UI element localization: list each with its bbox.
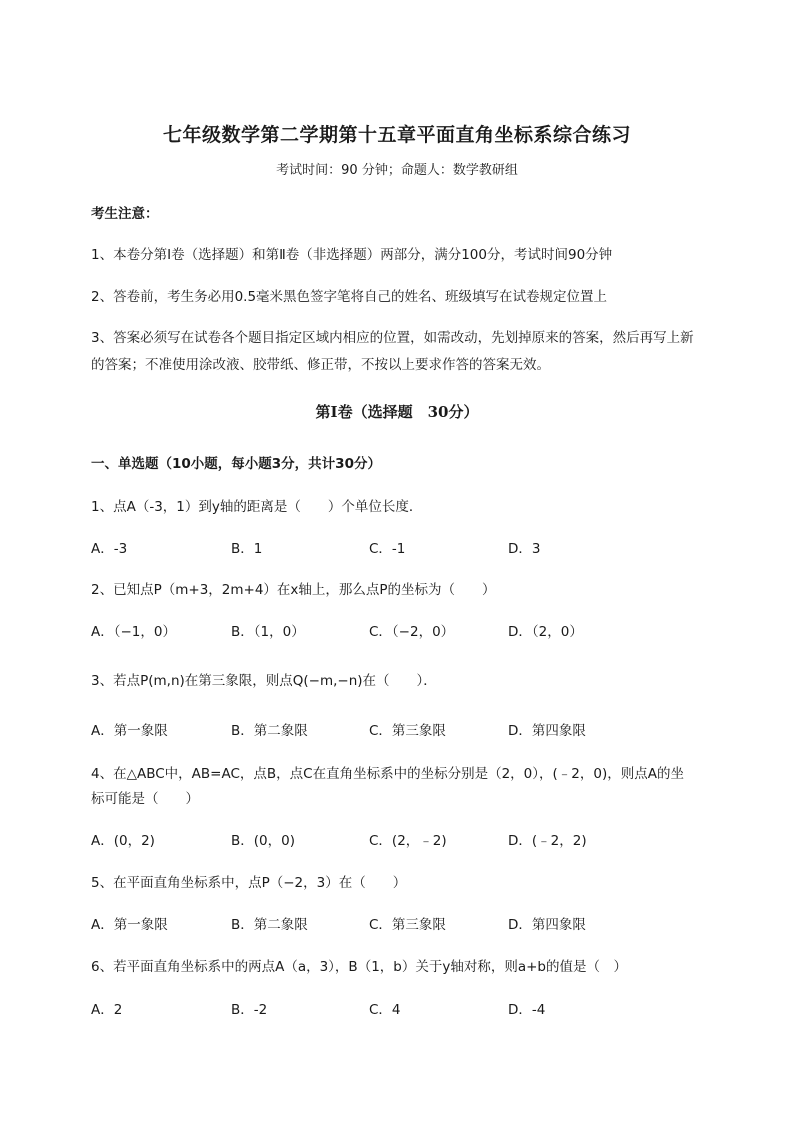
question-4-option-d: D．(﹣2，2) bbox=[508, 833, 587, 849]
question-3-option-b: B．第二象限 bbox=[231, 723, 308, 739]
notice-item-2: 2、答卷前，考生务必用0.5毫米黑色签字笔将自己的姓名、班级填写在试卷规定位置上 bbox=[91, 289, 608, 305]
question-6-option-c: C．4 bbox=[369, 1002, 401, 1018]
question-4-option-c: C．(2，﹣2) bbox=[369, 833, 447, 849]
question-6-option-b: B．-2 bbox=[231, 1002, 268, 1018]
page-title: 七年级数学第二学期第十五章平面直角坐标系综合练习 bbox=[162, 124, 631, 146]
question-2-option-c: C．（−2，0） bbox=[369, 624, 455, 640]
question-2-option-b: B．（1，0） bbox=[231, 624, 305, 640]
question-5-option-c: C．第三象限 bbox=[369, 917, 446, 933]
question-4-option-a: A．(0，2) bbox=[91, 833, 155, 849]
question-1-stem: 1、点A（-3，1）到y轴的距离是（ ）个单位长度． bbox=[91, 499, 423, 515]
question-1-option-c: C．-1 bbox=[369, 541, 406, 557]
question-2-option-a: A．（−1，0） bbox=[91, 624, 176, 640]
notice-item-3-cont: 的答案；不准使用涂改液、胶带纸、修正带，不按以上要求作答的答案无效。 bbox=[91, 357, 550, 373]
question-5-stem: 5、在平面直角坐标系中，点P（−2，3）在（ ） bbox=[91, 875, 407, 891]
question-4-options bbox=[91, 829, 711, 849]
question-5-option-d: D．第四象限 bbox=[508, 917, 586, 933]
question-4-stem-cont: 标可能是（ ） bbox=[91, 791, 199, 807]
question-6-option-d: D．-4 bbox=[508, 1002, 546, 1018]
question-2-stem: 2、已知点P（m+3，2m+4）在x轴上，那么点P的坐标为（ ） bbox=[91, 582, 496, 598]
question-3-stem: 3、若点P(m,n)在第三象限，则点Q(−m,−n)在（ ）． bbox=[91, 673, 437, 689]
question-3-option-c: C．第三象限 bbox=[369, 723, 446, 739]
part-heading: 一、单选题（10小题，每小题3分，共计30分） bbox=[91, 456, 381, 472]
question-5-option-a: A．第一象限 bbox=[91, 917, 168, 933]
question-6-options bbox=[91, 998, 711, 1018]
question-4-stem: 4、在△ABC中，AB=AC，点B，点C在直角坐标系中的坐标分别是（2，0），(﹣2，0)，则点A的坐 bbox=[91, 766, 684, 782]
section-title: 第Ⅰ卷（选择题 30分） bbox=[315, 403, 479, 421]
notice-heading: 考生注意： bbox=[91, 206, 159, 222]
question-6-stem: 6、若平面直角坐标系中的两点A（a，3），B（1，b）关于y轴对称，则a+b的值是（ ） bbox=[91, 959, 627, 975]
question-5-options bbox=[91, 913, 711, 933]
question-1-options bbox=[91, 537, 711, 557]
question-2-options bbox=[91, 620, 711, 640]
question-3-option-a: A．第一象限 bbox=[91, 723, 168, 739]
question-3-options bbox=[91, 719, 711, 739]
question-1-option-b: B．1 bbox=[231, 541, 263, 557]
question-2-option-d: D．（2，0） bbox=[508, 624, 583, 640]
notice-item-3: 3、答案必须写在试卷各个题目指定区域内相应的位置，如需改动，先划掉原来的答案，然后再写上新 bbox=[91, 330, 694, 346]
question-1-option-d: D．3 bbox=[508, 541, 541, 557]
page-subtitle: 考试时间：90 分钟；命题人：数学教研组 bbox=[276, 163, 518, 178]
notice-item-1: 1、本卷分第Ⅰ卷（选择题）和第Ⅱ卷（非选择题）两部分，满分100分，考试时间90分钟 bbox=[91, 247, 613, 263]
question-3-option-d: D．第四象限 bbox=[508, 723, 586, 739]
question-4-option-b: B．(0，0) bbox=[231, 833, 295, 849]
question-1-option-a: A．-3 bbox=[91, 541, 128, 557]
question-5-option-b: B．第二象限 bbox=[231, 917, 308, 933]
question-6-option-a: A．2 bbox=[91, 1002, 123, 1018]
